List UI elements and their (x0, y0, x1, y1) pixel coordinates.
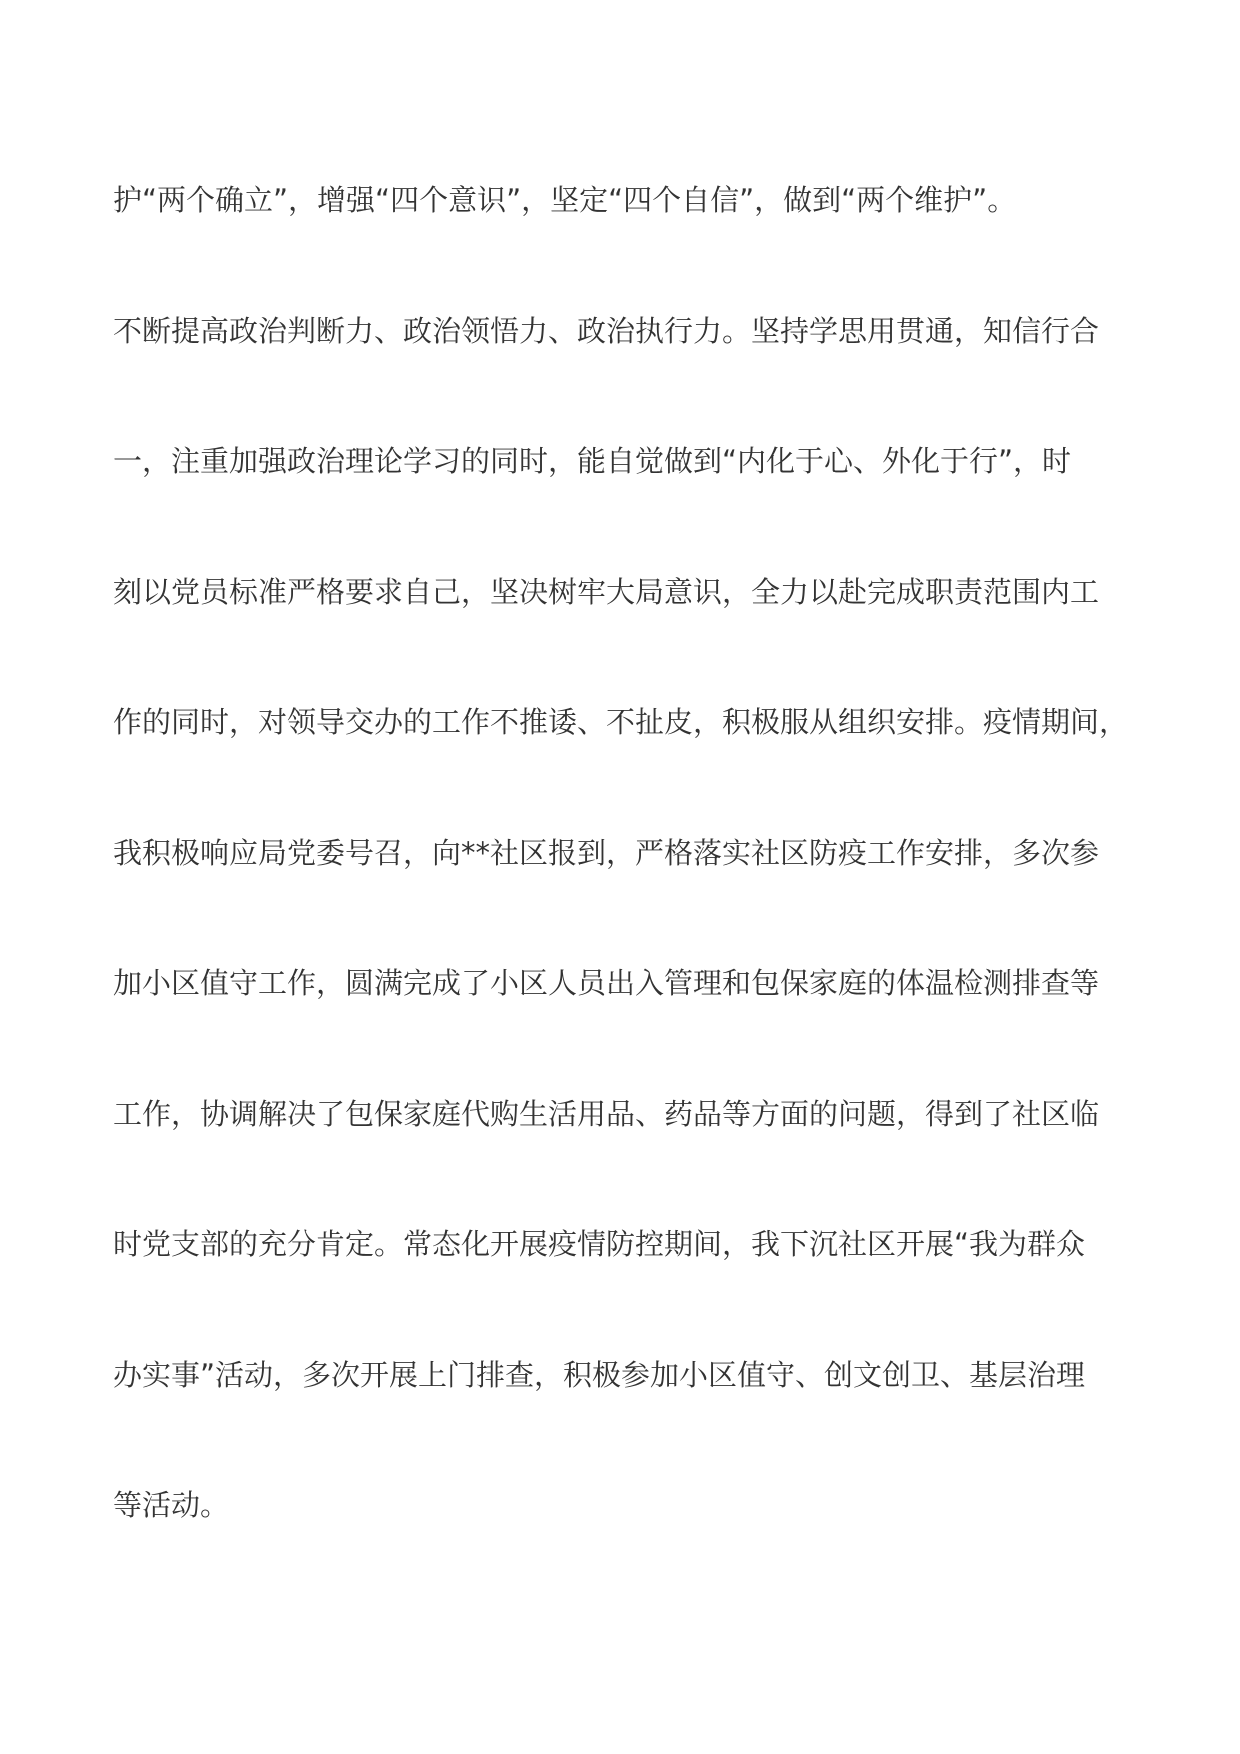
text-line: 不断提高政治判断力、政治领悟力、政治执行力。坚持学思用贯通，知信行合 (113, 313, 1100, 348)
text-line: 护“两个确立”，增强“四个意识”，坚定“四个自信”，做到“两个维护”。 (113, 183, 1017, 217)
text-line: 时党支部的充分肯定。常态化开展疫情防控期间，我下沉社区开展“我为群众 (113, 1227, 1086, 1261)
text-line: 办实事”活动，多次开展上门排查，积极参加小区值守、创文创卫、基层治理 (113, 1357, 1086, 1392)
body-paragraph (113, 168, 1133, 1604)
text-line: 加小区值守工作，圆满完成了小区人员出入管理和包保家庭的体温检测排查等 (113, 966, 1100, 1000)
text-line: 等活动。 (113, 1488, 230, 1522)
text-line: 刻以党员标准严格要求自己，坚决树牢大局意识，全力以赴完成职责范围内工 (113, 574, 1100, 609)
text-line: 我积极响应局党委号召，向**社区报到，严格落实社区防疫工作安排，多次参 (113, 835, 1100, 870)
text-line: 作的同时，对领导交办的工作不推诿、不扯皮，积极服从组织安排。疫情期间， (113, 705, 1129, 739)
text-line: 一，注重加强政治理论学习的同时，能自觉做到“内化于心、外化于行”，时 (113, 444, 1072, 478)
text-line: 工作，协调解决了包保家庭代购生活用品、药品等方面的问题，得到了社区临 (113, 1096, 1100, 1131)
